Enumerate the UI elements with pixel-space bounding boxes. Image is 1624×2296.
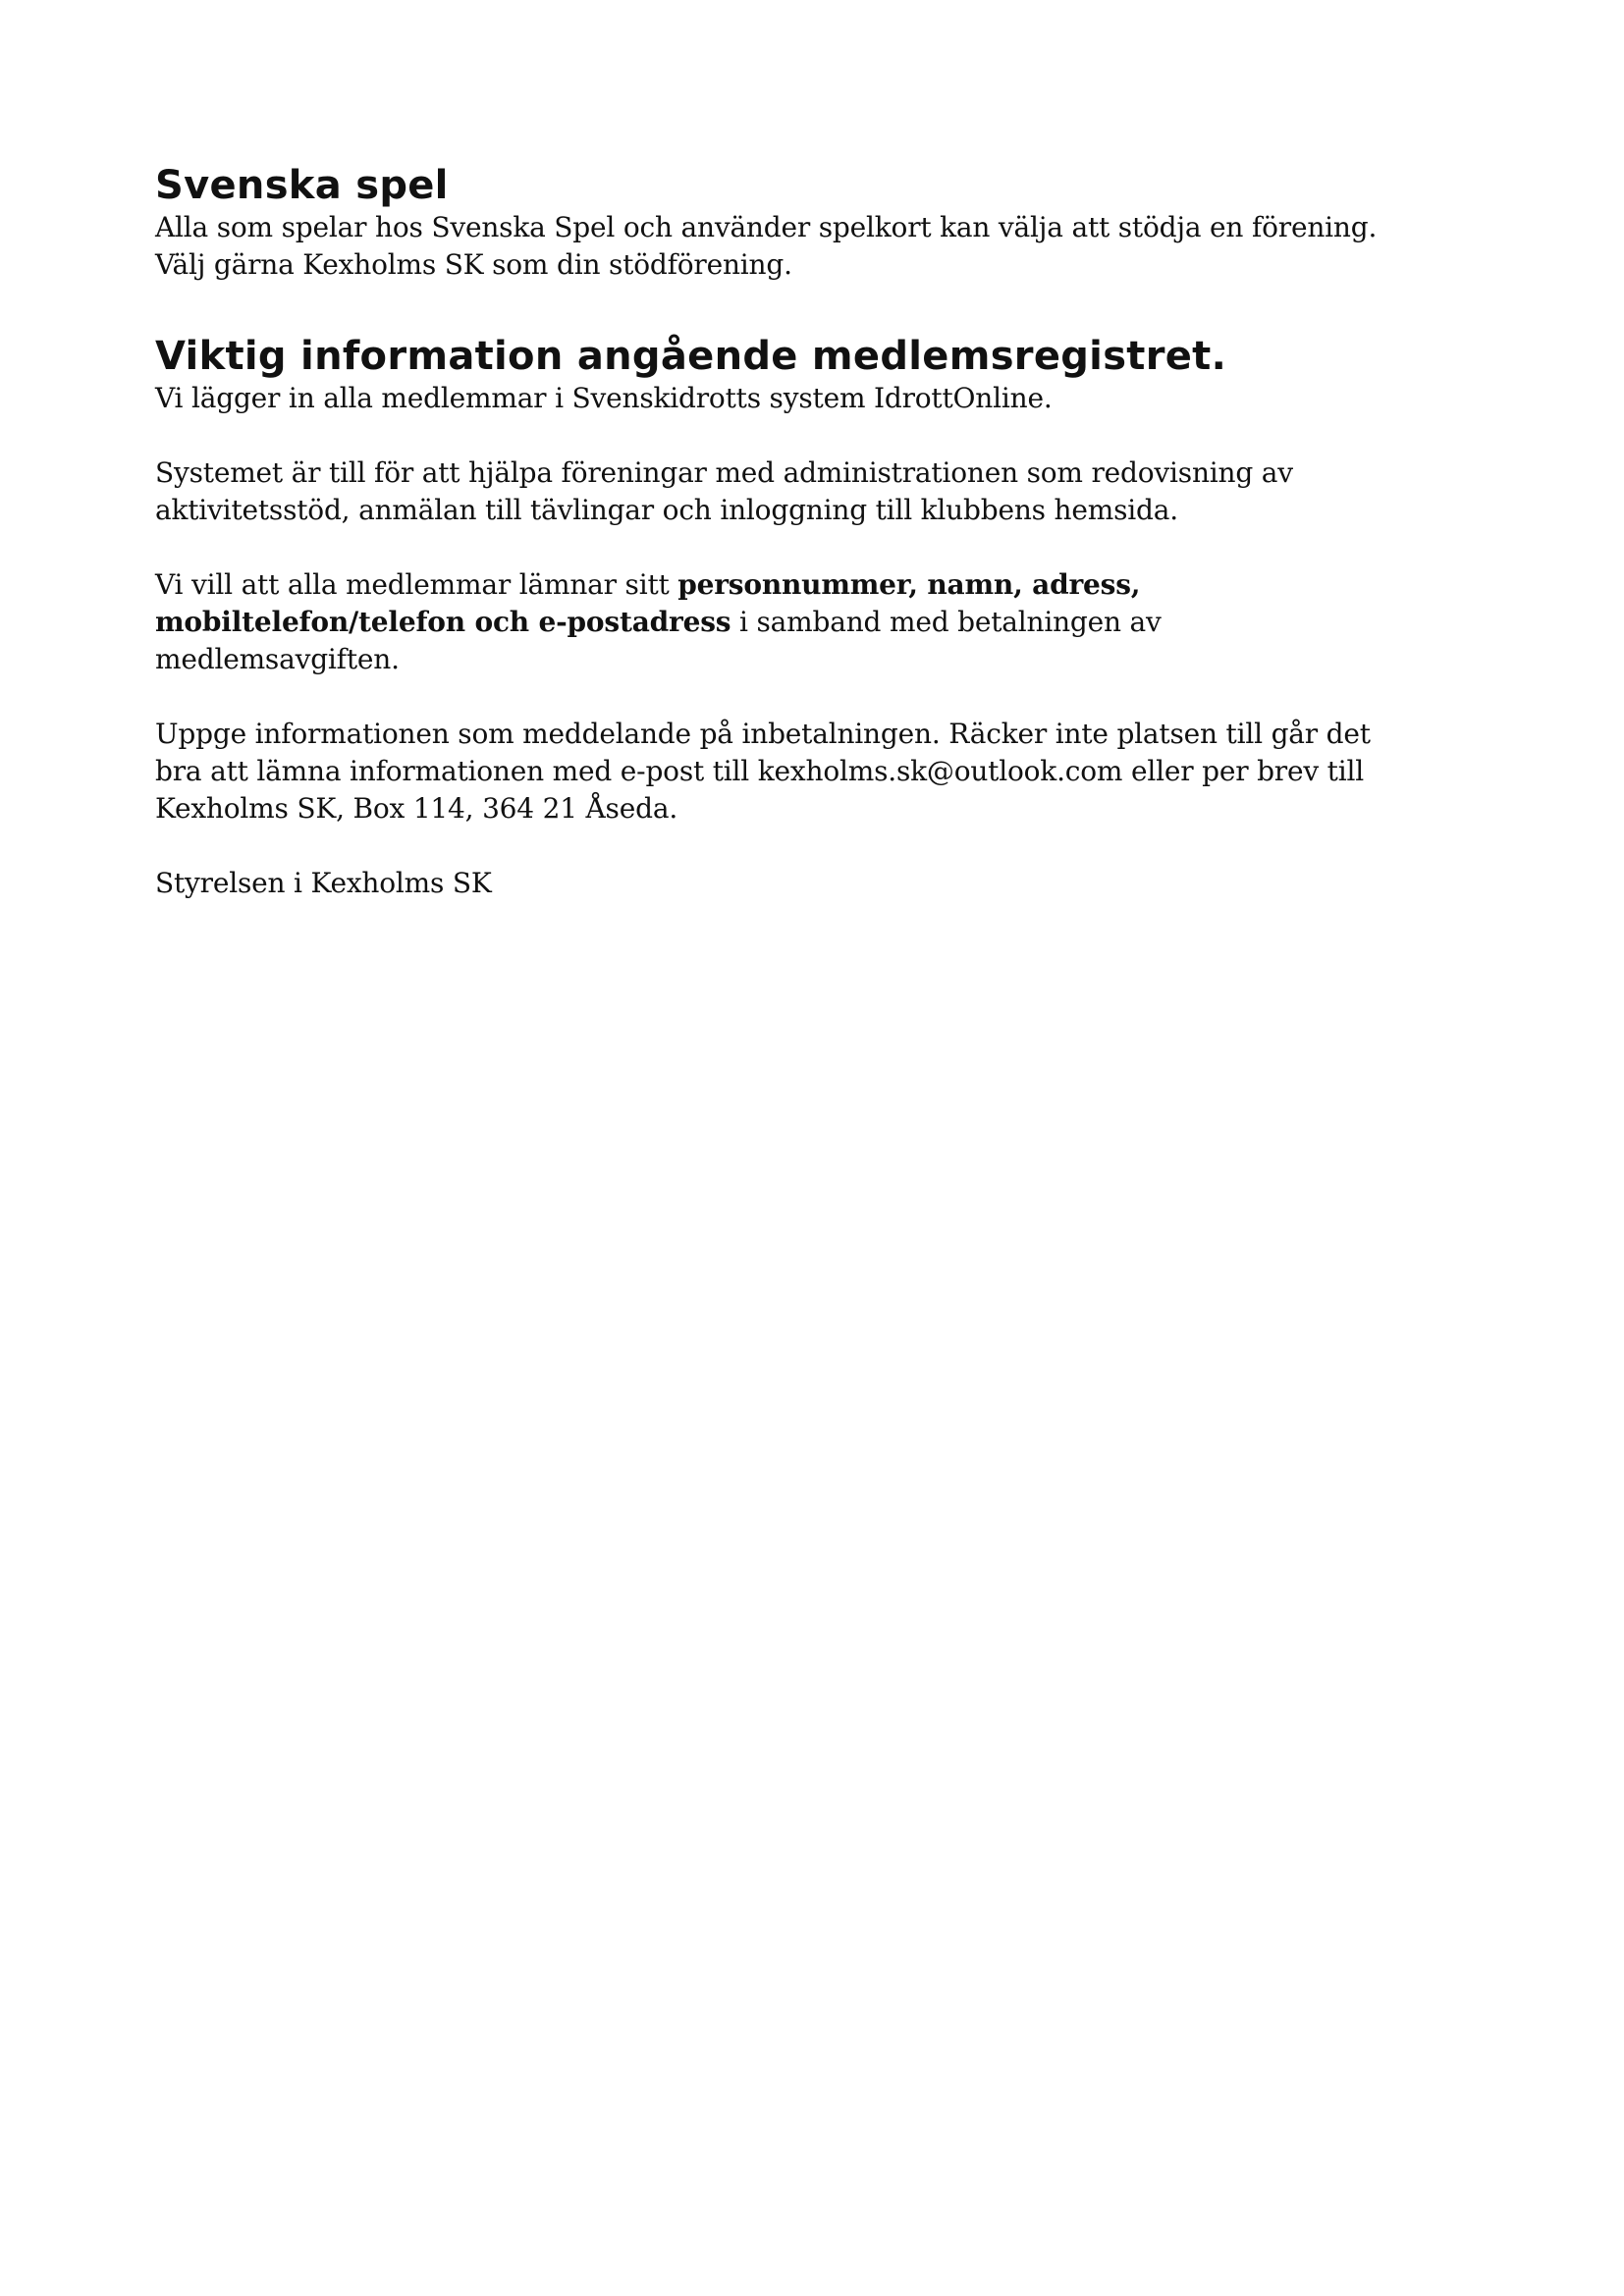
- text-line: Kexholms SK, Box 114, 364 21 Åseda.: [155, 792, 678, 825]
- paragraph-svenska-spel: [155, 209, 1471, 284]
- text-line: [155, 604, 1471, 641]
- text-plain: Vi vill att alla medlemmar lämnar sitt: [155, 568, 678, 601]
- text-line: bra att lämna informationen med e-post till kexholms.sk@outlook.com eller per brev till: [155, 755, 1364, 787]
- text-line: Styrelsen i Kexholms SK: [155, 867, 492, 899]
- heading-svenska-spel: Svenska spel: [155, 163, 449, 208]
- paragraph-systemet: [155, 454, 1471, 529]
- text-bold: personnummer, namn, adress,: [677, 568, 1141, 601]
- text-line: Vi lägger in alla medlemmar i Svenskidrotts system IdrottOnline.: [155, 382, 1053, 414]
- heading-medlemsregistret: Viktig information angående medlemsregistret.: [155, 334, 1227, 379]
- paragraph-uppge: [155, 716, 1471, 828]
- text-line: Uppge informationen som meddelande på inbetalningen. Räcker inte platsen till går det: [155, 718, 1371, 750]
- text-line: Systemet är till för att hjälpa föreningar med administrationen som redovisning av: [155, 456, 1293, 489]
- paragraph-idrottonline: [155, 380, 1471, 417]
- document-body: [155, 162, 1471, 902]
- text-line: [155, 566, 1471, 604]
- text-plain: i samband med betalningen av: [731, 606, 1162, 638]
- paragraph-required-info: [155, 566, 1471, 678]
- text-line: aktivitetsstöd, anmälan till tävlingar och inloggning till klubbens hemsida.: [155, 494, 1178, 526]
- text-bold: mobiltelefon/telefon och e-postadress: [155, 606, 731, 638]
- text-line: medlemsavgiften.: [155, 643, 400, 675]
- signature: [155, 865, 1471, 902]
- text-line: Alla som spelar hos Svenska Spel och använder spelkort kan välja att stödja en förening.: [155, 211, 1378, 243]
- text-line: Välj gärna Kexholms SK som din stödförening.: [155, 248, 792, 281]
